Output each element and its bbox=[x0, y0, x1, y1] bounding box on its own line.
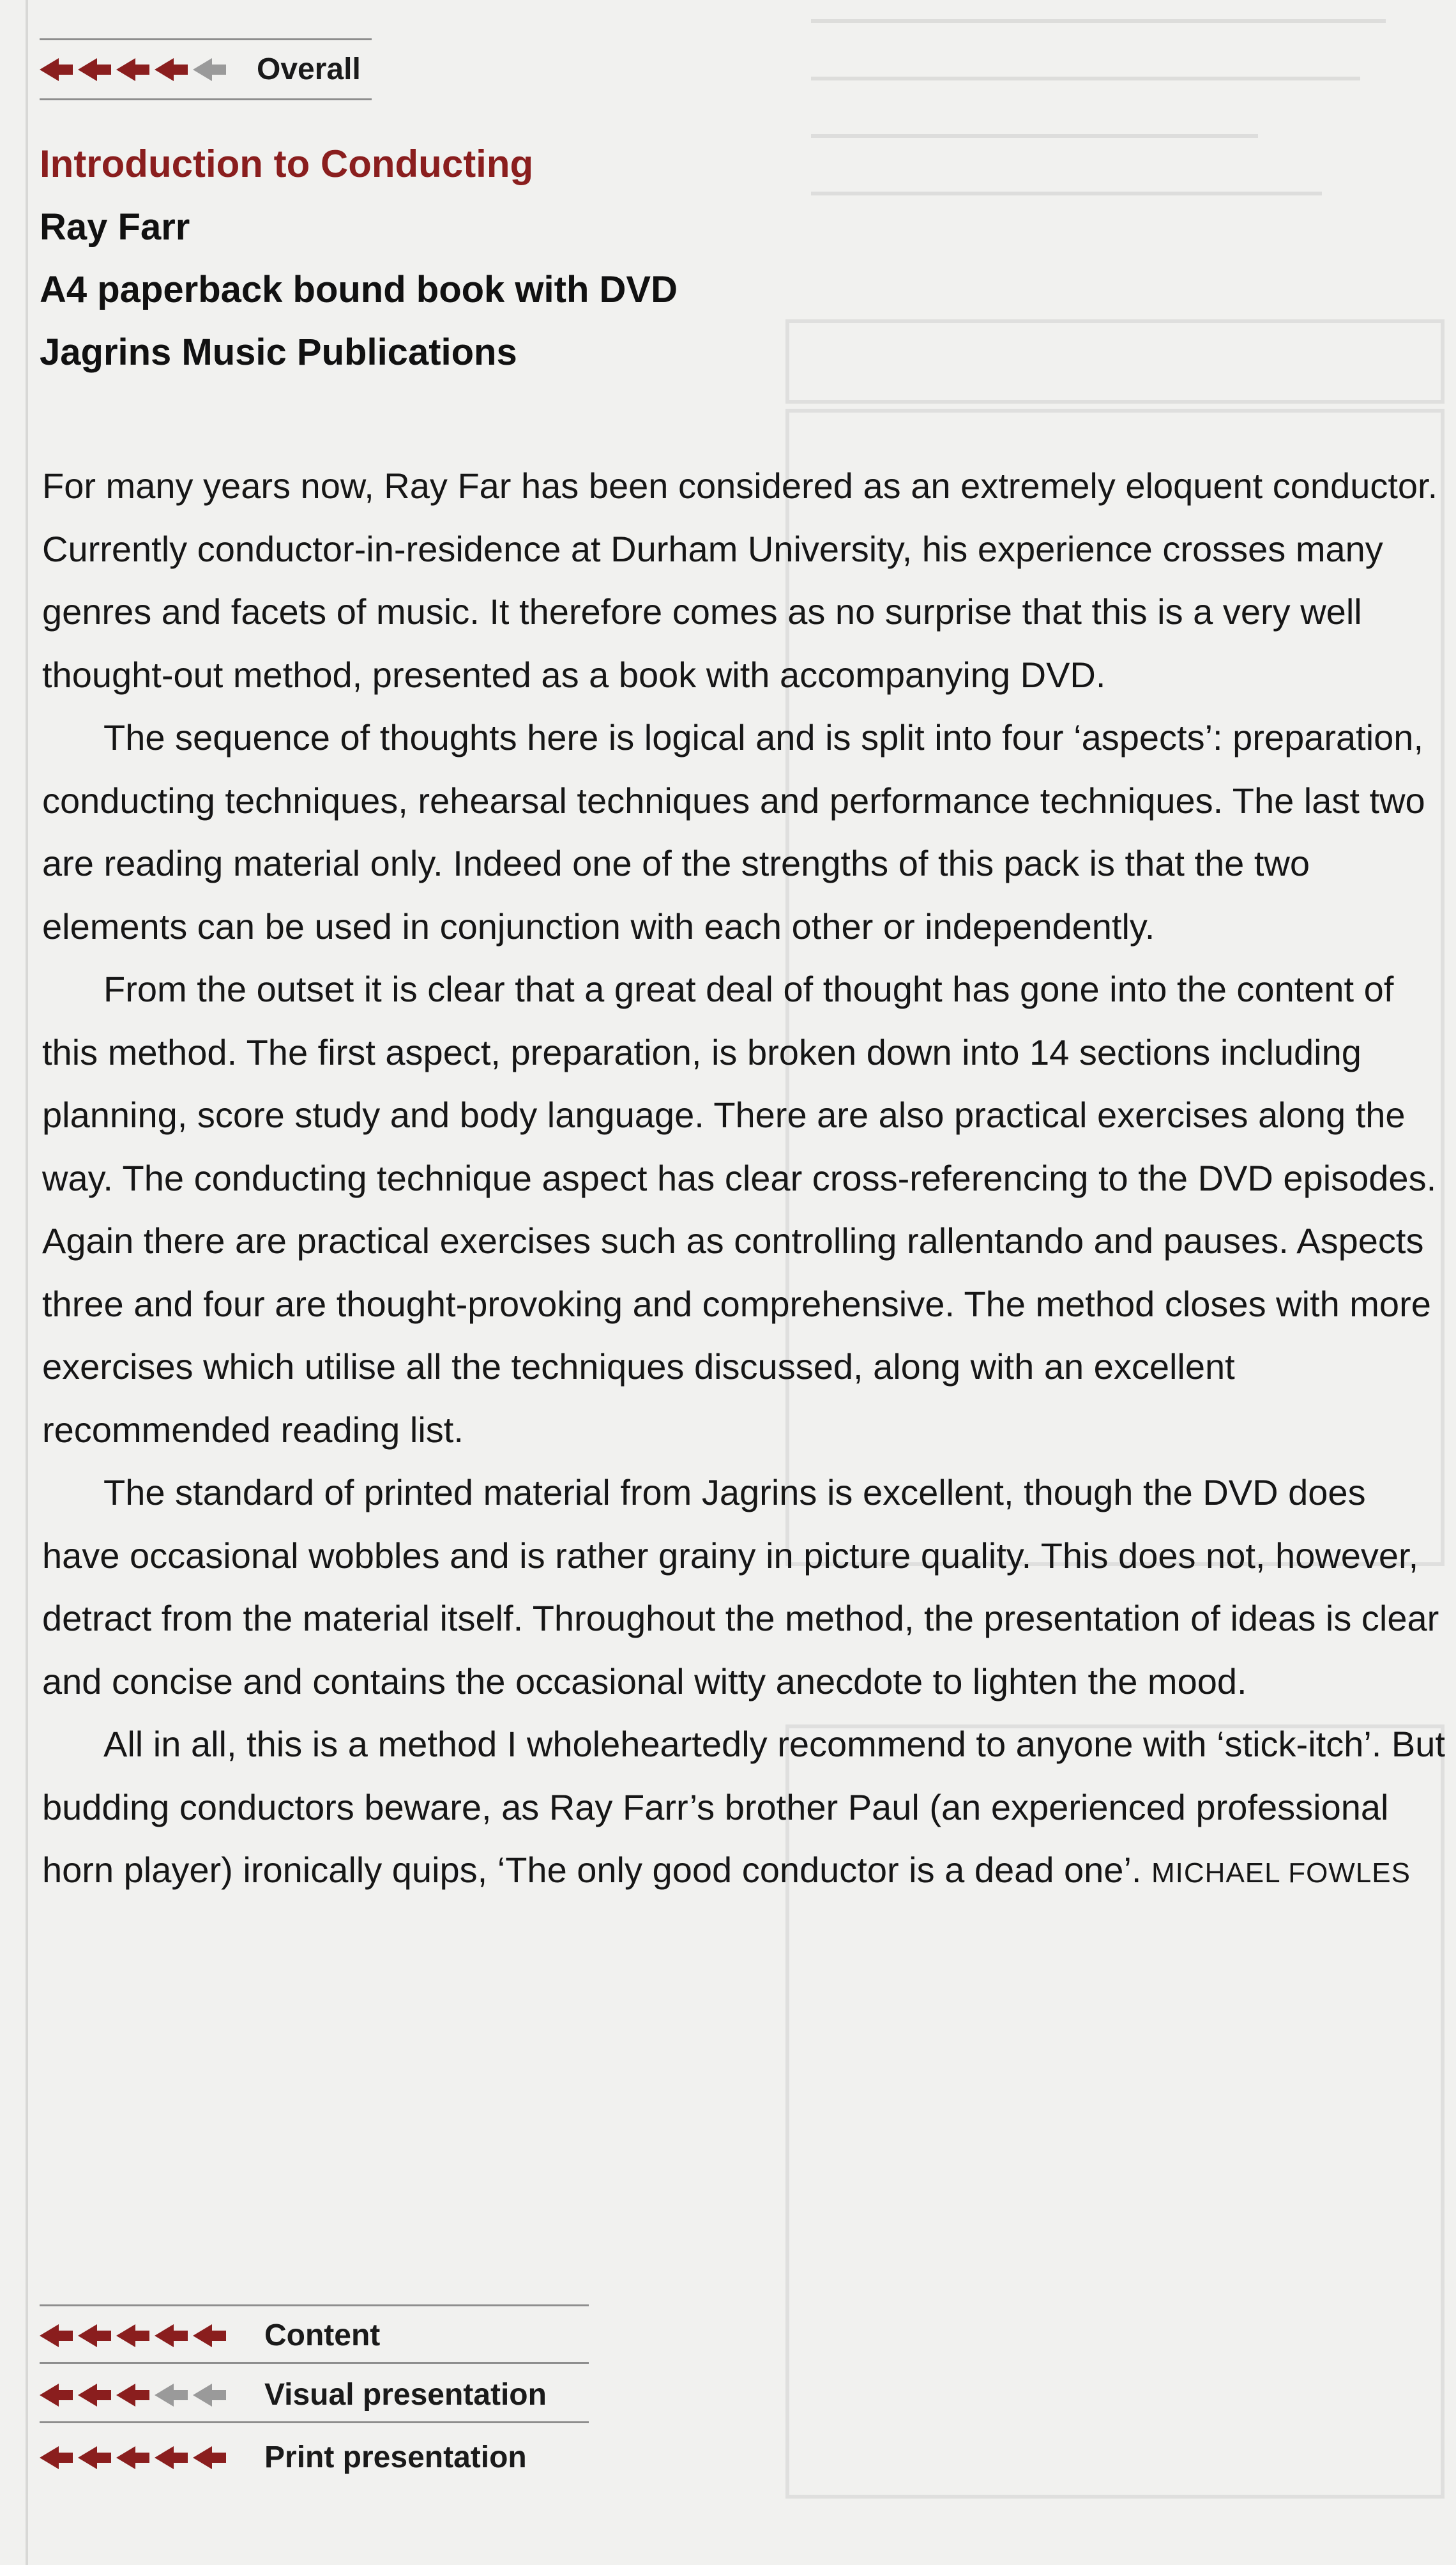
review-format: A4 paperback bound book with DVD bbox=[40, 269, 678, 310]
rating-arrow-filled-icon bbox=[78, 2323, 111, 2348]
rating-arrow-filled-icon bbox=[40, 2323, 73, 2348]
rating-arrow-empty-icon bbox=[193, 2382, 226, 2408]
review-publisher: Jagrins Music Publications bbox=[40, 331, 517, 373]
rating-arrow-empty-icon bbox=[155, 2382, 188, 2408]
rating-arrow-filled-icon bbox=[78, 2445, 111, 2470]
rating-arrow-filled-icon bbox=[155, 57, 188, 82]
rating-arrows bbox=[40, 57, 231, 82]
rating-arrows bbox=[40, 2382, 231, 2408]
ghost-line bbox=[811, 19, 1386, 23]
rating-arrow-filled-icon bbox=[193, 2445, 226, 2470]
paragraph-text: All in all, this is a method I wholeheartedly recommend to anyone with ‘stick-itch’. But budding conductors beware, as Ray Farr’s brother Paul (an experienced professional horn player) ironically quips, ‘The only good conductor is a dead one’. bbox=[42, 1724, 1445, 1890]
rating-arrow-filled-icon bbox=[116, 57, 149, 82]
rating-arrow-empty-icon bbox=[193, 57, 226, 82]
ghost-line bbox=[811, 134, 1258, 138]
review-title: Introduction to Conducting bbox=[40, 142, 534, 185]
rating-arrow-filled-icon bbox=[116, 2382, 149, 2408]
reviewer-name: MICHAEL FOWLES bbox=[1151, 1857, 1411, 1889]
column-rule bbox=[26, 0, 28, 2565]
ghost-box bbox=[785, 319, 1445, 404]
rating-arrow-filled-icon bbox=[40, 2445, 73, 2470]
paragraph: From the outset it is clear that a great deal of thought has gone into the content of this method. The first aspect, preparation, is broken down into 14 sections including planning, score study and body language. There are also practical exercises along the way. The conducting technique aspect has clear cross-referencing to the DVD episodes. Again there are practical exercises such as controlling rallentando and pauses. Aspects three and four are thought-provoking and comprehensive. The method closes with more exercises which utilise all the techniques discussed, along with an excellent recommended reading list. bbox=[42, 969, 1437, 1450]
rating-arrow-filled-icon bbox=[116, 2323, 149, 2348]
print-presentation-rating bbox=[40, 2431, 589, 2484]
overall-rating bbox=[40, 38, 372, 100]
review-body bbox=[42, 455, 1447, 1905]
rating-arrow-filled-icon bbox=[78, 2382, 111, 2408]
paragraph: The sequence of thoughts here is logical and is split into four ‘aspects’: preparation, conducting techniques, rehearsal techniques and performance techniques. The last two are reading material only. Indeed one of the strengths of this pack is that the two elements can be used in conjunction with each other or independently. bbox=[42, 717, 1425, 947]
paragraph: The standard of printed material from Jagrins is excellent, though the DVD does have occasional wobbles and is rather grainy in picture quality. This does not, however, detract from the material itself. Throughout the method, the presentation of ideas is clear and concise and contains the occasional witty anecdote to lighten the mood. bbox=[42, 1472, 1439, 1701]
rating-arrows bbox=[40, 2323, 231, 2348]
rating-arrows bbox=[40, 2445, 231, 2470]
paragraph bbox=[42, 1713, 1447, 1905]
rating-arrow-filled-icon bbox=[40, 2382, 73, 2408]
rating-arrow-filled-icon bbox=[155, 2323, 188, 2348]
paragraph: For many years now, Ray Far has been considered as an extremely eloquent conductor. Currently conductor-in-residence at Durham University, his experience crosses many genres and facets of music. It therefore comes as no surprise that this is a very well thought-out method, presented as a book with accompanying DVD. bbox=[42, 466, 1438, 695]
visual-presentation-rating-label: Visual presentation bbox=[264, 2378, 547, 2412]
print-presentation-rating-label: Print presentation bbox=[264, 2440, 527, 2474]
ghost-line bbox=[811, 77, 1360, 80]
rating-arrow-filled-icon bbox=[116, 2445, 149, 2470]
rating-arrow-filled-icon bbox=[78, 57, 111, 82]
content-rating bbox=[40, 2304, 589, 2364]
review-author: Ray Farr bbox=[40, 206, 190, 248]
rating-arrow-filled-icon bbox=[155, 2445, 188, 2470]
content-rating-label: Content bbox=[264, 2318, 381, 2352]
rating-arrow-filled-icon bbox=[193, 2323, 226, 2348]
visual-presentation-rating bbox=[40, 2368, 589, 2423]
ghost-line bbox=[811, 192, 1322, 195]
rating-arrow-filled-icon bbox=[40, 57, 73, 82]
overall-rating-label: Overall bbox=[257, 52, 361, 86]
